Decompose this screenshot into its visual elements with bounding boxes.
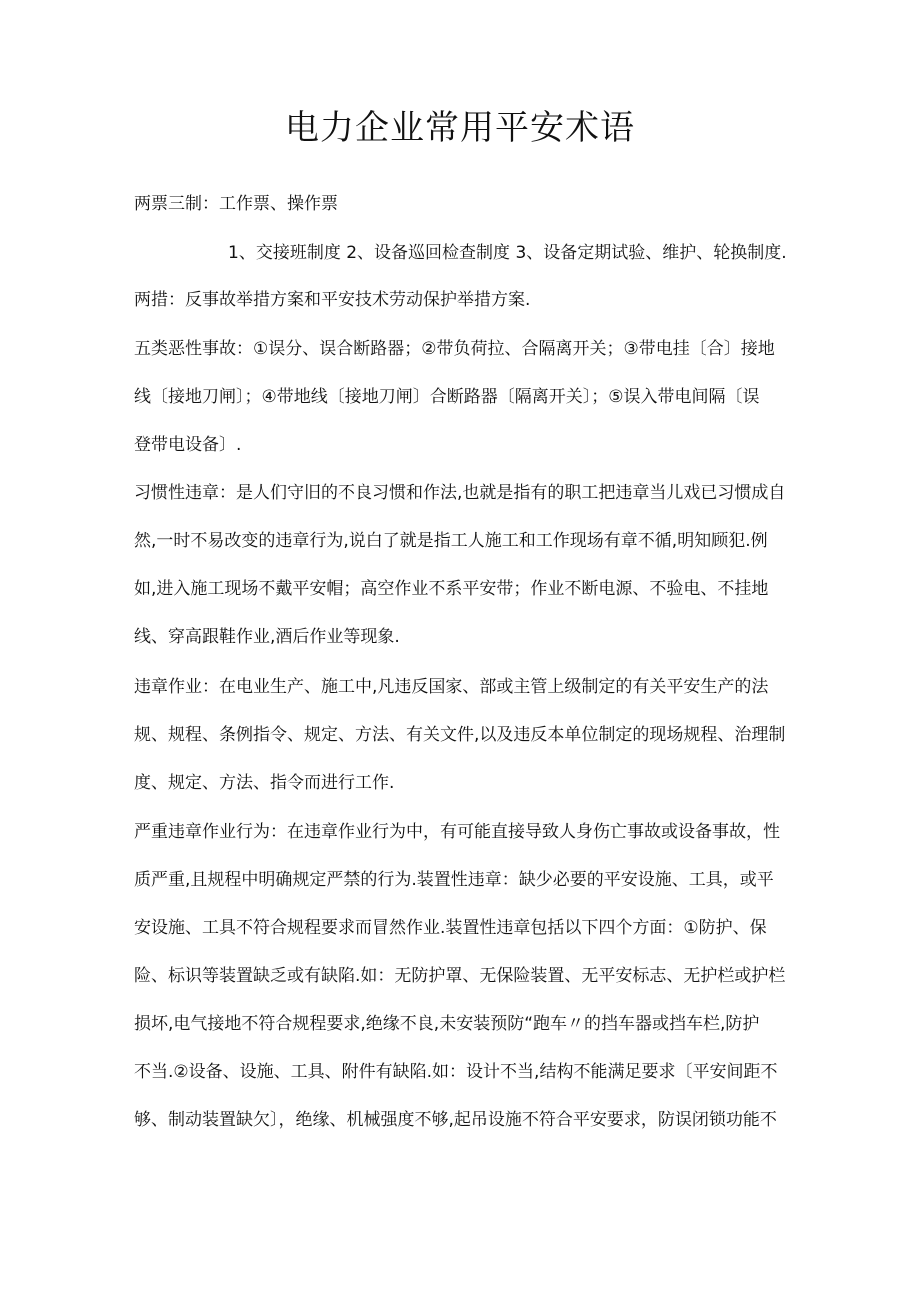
text-line: 不当.②设备、设施、工具、附件有缺陷.如：设计不当,结构不能满足要求〔平安间距不: [134, 1062, 778, 1082]
text-line: 质严重,且规程中明确规定严禁的行为.装置性违章：缺少必要的平安设施、工具，或平: [134, 870, 774, 890]
document-title: 电力企业常用平安术语: [285, 108, 635, 148]
text-line: 1、交接班制度 2、设备巡回检查制度 3、设备定期试验、维护、轮换制度.: [228, 243, 787, 263]
paragraph-habitual-violation: [134, 469, 794, 661]
text-line: 然,一时不易改变的违章行为,说白了就是指工人施工和工作现场有章不循,明知顾犯.例: [134, 531, 768, 551]
text-line: 登带电设备〕.: [134, 435, 242, 455]
text-line: 两措：反事故举措方案和平安技术劳动保护举措方案.: [134, 290, 531, 310]
text-line: 度、规定、方法、指令而进行工作.: [134, 773, 395, 793]
paragraph-two-tickets-three-systems: [134, 180, 794, 228]
text-line: 习惯性违章：是人们守旧的不良习惯和作法,也就是指有的职工把违章当儿戏已习惯成自: [134, 483, 786, 503]
text-line: 五类恶性事故：①误分、误合断路器；②带负荷拉、合隔离开关；③带电挂〔合〕接地: [134, 339, 775, 359]
text-line: 严重违章作业行为：在违章作业行为中，有可能直接导致人身伤亡事故或设备事故，性: [134, 822, 780, 842]
paragraph-three-systems-list: [228, 229, 888, 277]
text-line: 线、穿高跟鞋作业,酒后作业等现象.: [134, 627, 400, 647]
text-line: 如,进入施工现场不戴平安帽；高空作业不系平安带；作业不断电源、不验电、不挂地: [134, 579, 769, 599]
text-line: 线〔接地刀闸〕；④带地线〔接地刀闸〕合断路器〔隔离开关〕；⑤误入带电间隔〔误: [134, 387, 760, 407]
text-line: 够、制动装置缺欠〕，绝缘、机械强度不够,起吊设施不符合平安要求，防误闭锁功能不: [134, 1110, 777, 1130]
text-line: 安设施、工具不符合规程要求而冒然作业.装置性违章包括以下四个方面：①防护、保: [134, 918, 767, 938]
paragraph-serious-violation: [134, 808, 794, 1144]
text-line: 违章作业：在电业生产、施工中,凡违反国家、部或主管上级制定的有关平安生产的法: [134, 677, 769, 697]
text-line: 险、标识等装置缺乏或有缺陷.如：无防护罩、无保险装置、无平安标志、无护栏或护栏: [134, 966, 786, 986]
paragraph-five-vicious-accidents: [134, 325, 794, 469]
paragraph-two-measures: [134, 276, 794, 324]
text-line: 损坏,电气接地不符合规程要求,绝缘不良,未安装预防“跑车〃的挡车器或挡车栏,防护: [134, 1014, 760, 1034]
text-line: 规、规程、条例指令、规定、方法、有关文件,以及违反本单位制定的现场规程、治理制: [134, 725, 786, 745]
paragraph-violation-operation: [134, 663, 794, 807]
text-line: 两票三制：工作票、操作票: [134, 194, 338, 214]
